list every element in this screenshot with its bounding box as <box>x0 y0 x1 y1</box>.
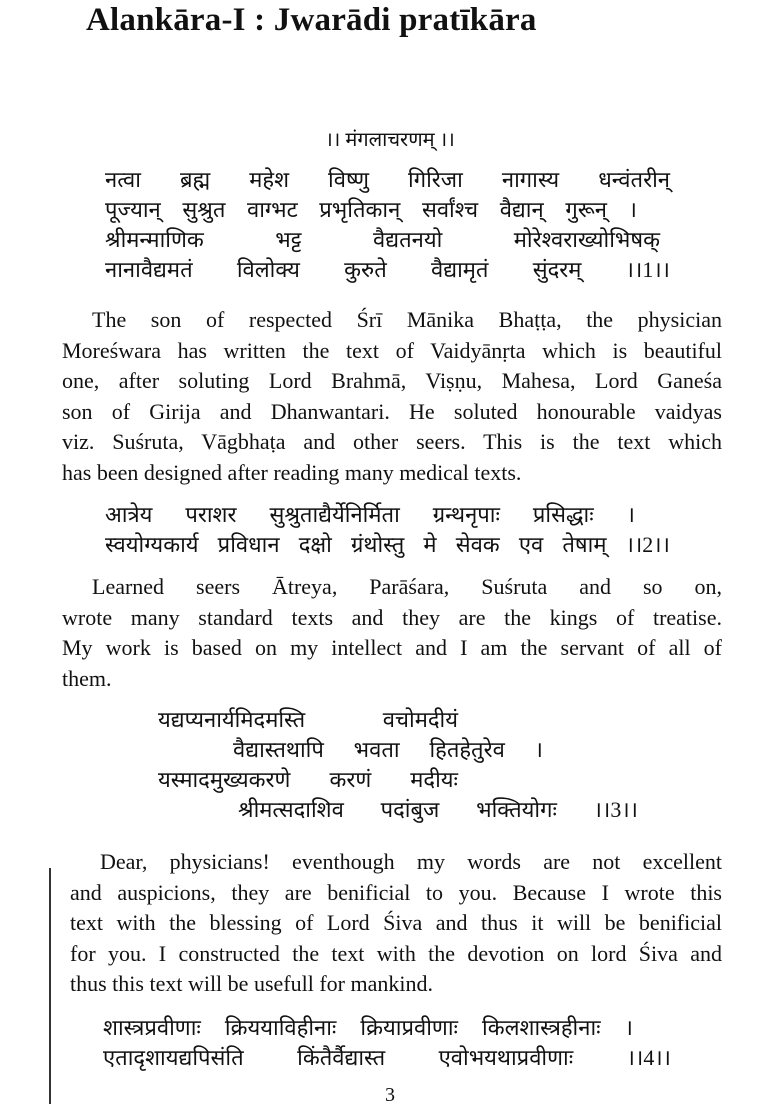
verse-line: नानावैद्यमतं विलोक्य कुरुते वैद्यामृतं सुंदरम् ।।1।। <box>105 257 670 282</box>
verse-line: शास्त्रप्रवीणाः क्रिययाविहीनाः क्रियाप्रवीणाः किलशास्त्रहीनाः । <box>103 1015 633 1040</box>
invocation-heading: ।। मंगलाचरणम् ।। <box>325 129 455 151</box>
paragraph-3 <box>70 847 722 1000</box>
verse-line: स्वयोग्यकार्य प्रविधान दक्षो ग्रंथोस्तु मे सेवक एव तेषाम् ।।2।। <box>105 532 670 557</box>
text-line: viz. Suśruta, Vāgbhaṭa and other seers. This is the text which <box>62 429 722 454</box>
text-line: Moreśwara has written the text of Vaidyānṛta which is beautiful <box>62 337 722 363</box>
text-line: Learned seers Ātreya, Parāśara, Suśruta and so on, <box>92 574 722 599</box>
text-line: and auspicions, they are benificial to you. Because I wrote this <box>70 879 722 905</box>
text-line: Dear, physicians! eventhough my words are not excellent <box>100 849 722 874</box>
text-line: one, after soluting Lord Brahmā, Viṣṇu, Mahesa, Lord Ganeśa <box>62 368 722 393</box>
verse-line: श्रीमन्माणिक भट्ट वैद्यतनयो मोरेश्वराख्योभिषक् <box>105 227 660 252</box>
text-line: text with the blessing of Lord Śiva and thus it will be benificial <box>70 910 722 935</box>
verse-1 <box>105 165 670 285</box>
text-line: son of Girija and Dhanwantari. He soluted honourable vaidyas <box>62 398 722 424</box>
verse-line: यस्मादमुख्यकरणे करणं मदीयः <box>158 767 458 792</box>
verse-line: यद्यप्यनार्यमिदमस्ति वचोमदीयं <box>158 707 458 732</box>
text-line: thus this text will be usefull for mankind. <box>70 971 433 996</box>
margin-rule <box>49 868 51 1104</box>
paragraph-1 <box>62 305 722 488</box>
text-line: wrote many standard texts and they are the kings of treatise. <box>62 604 722 630</box>
text-line: My work is based on my intellect and I am the servant of all of <box>62 635 722 660</box>
verse-line: वैद्यास्तथापि भवता हितहेतुरेव । <box>233 737 543 762</box>
verse-line: नत्वा ब्रह्म महेश विष्णु गिरिजा नागास्य धन्वंतरीन् <box>105 167 670 192</box>
page-number: 3 <box>385 1084 395 1106</box>
verse-2 <box>105 500 670 560</box>
text-line: has been designed after reading many medical texts. <box>62 459 522 485</box>
text-line: them. <box>62 665 112 691</box>
verse-4 <box>103 1013 671 1073</box>
verse-line: एतादृशायद्यपिसंति किंतैर्वैद्यास्त एवोभयथाप्रवीणाः ।।4।। <box>103 1045 671 1070</box>
verse-line: आत्रेय पराशर सुश्रुताद्यैर्येनिर्मिता ग्रन्थनृपाः प्रसिद्धाः । <box>105 502 635 527</box>
verse-line: श्रीमत्सदाशिव पदांबुज भक्तियोगः ।।3।। <box>238 797 638 822</box>
page-title: Alankāra-I : Jwarādi pratīkāra <box>86 2 537 38</box>
text-line: for you. I constructed the text with the devotion on lord Śiva and <box>70 940 722 966</box>
verse-3 <box>158 705 638 825</box>
text-line: The son of respected Śrī Mānika Bhaṭṭa, the physician <box>92 307 722 332</box>
verse-line: पूज्यान् सुश्रुत वाग्भट प्रभृतिकान् सर्वांश्च वैद्यान् गुरून् । <box>105 197 637 222</box>
paragraph-2 <box>62 572 722 694</box>
